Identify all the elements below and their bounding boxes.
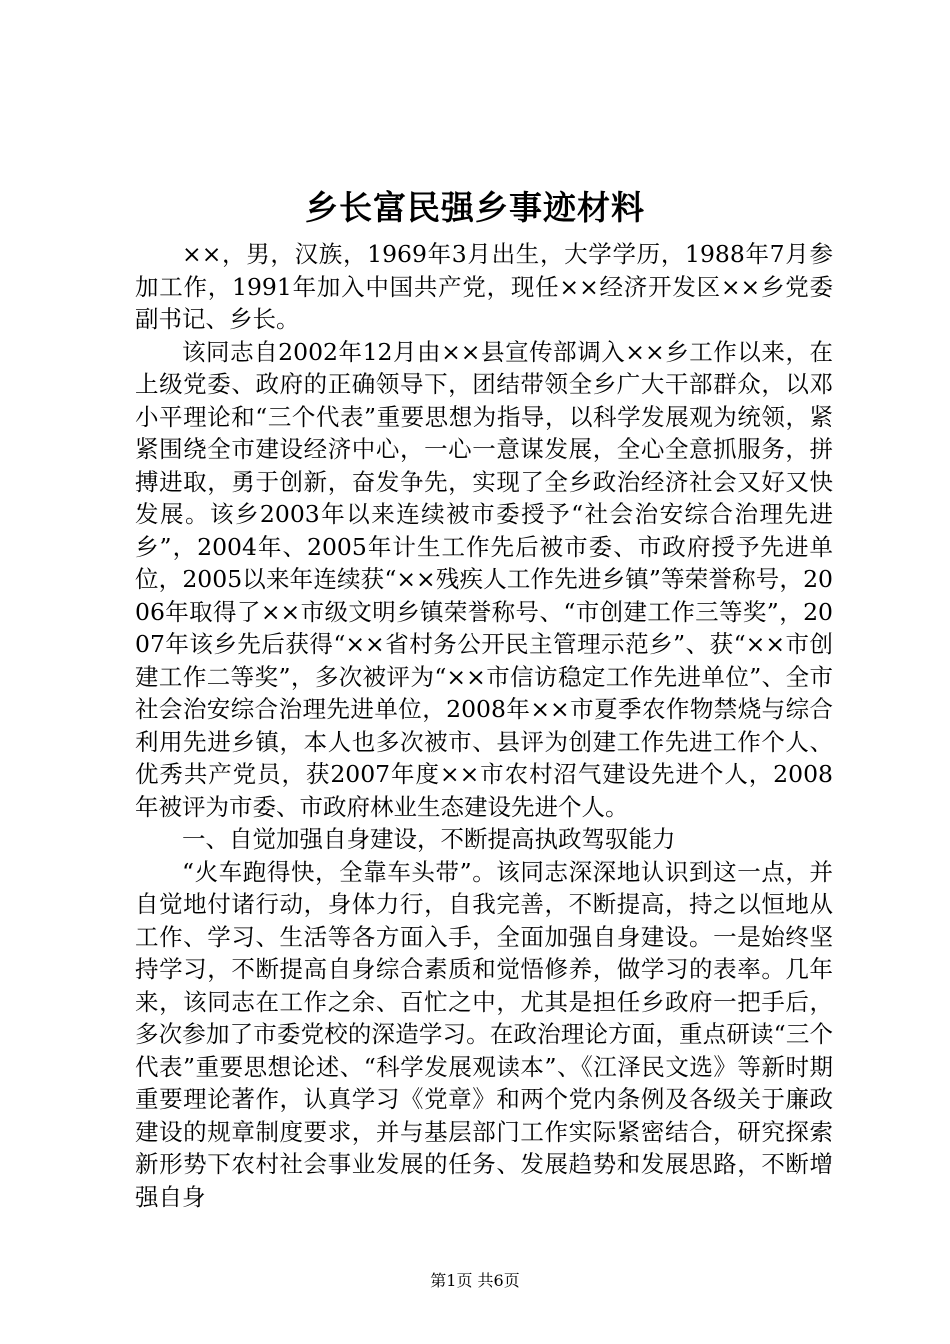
- paragraph-intro: ××，男，汉族，1969年3月出生，大学学历，1988年7月参加工作，1991年加入中国共产党，现任××经济开发区××乡党委副书记、乡长。: [135, 240, 833, 333]
- page-footer: [0, 1270, 950, 1292]
- document-title: 乡长富民强乡事迹材料: [305, 188, 645, 227]
- section-heading: 一、自觉加强自身建设，不断提高执政驾驭能力: [182, 825, 676, 853]
- page-indicator: 第1页 共6页: [430, 1271, 520, 1290]
- document-body: [135, 238, 833, 1213]
- paragraph-achievements: 该同志自2002年12月由××县宣传部调入××乡工作以来，在上级党委、政府的正确领导下，团结带领全乡广大干部群众，以邓小平理论和“三个代表”重要思想为指导，以科学发展观为统领，紧紧围绕全市建设经济中心，一心一意谋发展，全心全意抓服务，拼搏进取，勇于创新，奋发争先，实现了全乡政治经济社会又好又快发展。该乡2003年以来连续被市委授予“社会治安综合治理先进乡”，2004年、2005年计生工作先后被市委、市政府授予先进单位，2005以来年连续获“××残疾人工作先进乡镇”等荣誉称号，2006年取得了××市级文明乡镇荣誉称号、“市创建工作三等奖”，2007年该乡先后获得“××省村务公开民主管理示范乡”、获“××市创建工作二等奖”，多次被评为“××市信访稳定工作先进单位”、全市社会治安综合治理先进单位，2008年××市夏季农作物禁烧与综合利用先进乡镇，本人也多次被市、县评为创建工作先进工作个人、优秀共产党员，获2007年度××市农村沼气建设先进个人，2008年被评为市委、市政府林业生态建设先进个人。: [135, 337, 833, 821]
- paragraph-self-building: “火车跑得快，全靠车头带”。该同志深深地认识到这一点，并自觉地付诸行动，身体力行，自我完善，不断提高，持之以恒地从工作、学习、生活等各方面入手，全面加强自身建设。一是始终坚持学习，不断提高自身综合素质和觉悟修养，做学习的表率。几年来，该同志在工作之余、百忙之中，尤其是担任乡政府一把手后，多次参加了市委党校的深造学习。在政治理论方面，重点研读“三个代表”重要思想论述、“科学发展观读本”、《江泽民文选》等新时期重要理论著作，认真学习《党章》和两个党内条例及各级关于廉政建设的规章制度要求，并与基层部门工作实际紧密结合，研究探索新形势下农村社会事业发展的任务、发展趋势和发展思路，不断增强自身: [135, 857, 833, 1211]
